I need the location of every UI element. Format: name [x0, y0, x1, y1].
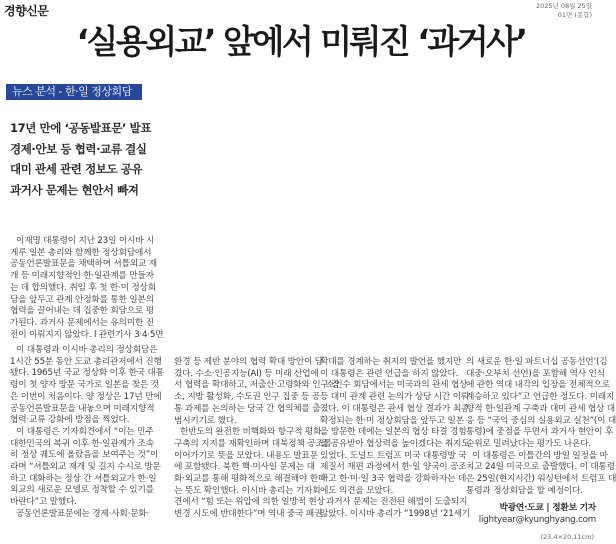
text-line: 계승하고 있다”고 언급한 정도다. 미래지: [466, 392, 615, 403]
text-line: 가된다. 과거사 문제에서는 유의미한 진: [10, 317, 154, 328]
text-line: 이 대통령은 이틀간의 방일 일정을 마: [472, 450, 608, 461]
text-line: 겼다. 수소·인공지능(AI) 등 미래 산업에: [174, 368, 319, 379]
text-line: 구축의 지지를 재확인하며 대북정책 공조를: [174, 438, 332, 449]
text-line: 1시간 55분 동안 도쿄 총리관저에서 진행: [10, 356, 162, 367]
text-line: 바란다”고 말했다.: [10, 497, 77, 508]
text-line: 소인수 회담에서는 미국과의 관세 협상: [326, 380, 468, 391]
text-line: 히 정상 궤도에 올랐음을 보여주는 것”이: [10, 450, 159, 461]
article-column-1: [10, 345, 168, 521]
text-line: 게루 일본 총리와 함께한 정상회담에서: [10, 247, 152, 258]
text-line: 는 데 합의했다. 취임 후 첫 한·미 정상회: [10, 282, 156, 293]
text-line: 소, 지방 활성화, 수도권 인구 집중 등 공: [174, 392, 320, 403]
text-line: 이어가기로 뜻을 모았다. 내용도 발표문: [174, 450, 318, 461]
text-line: 의 새로운 한·일 파트너십 공동선언’(김: [466, 357, 608, 367]
size-footnote: (23.4×20.11cm): [540, 533, 594, 541]
text-line: 향적 한·일관계 구축과 대미 관세 협상 대: [466, 403, 616, 414]
text-line: 화·외교를 통해 평화적으로 해결해야 한다: [174, 474, 327, 485]
article-column-3: [320, 357, 470, 521]
text-line: 은 이번이 처음이다. 양 정상은 17년 만에: [10, 391, 162, 402]
text-line: 라며 “셔틀외교 재개 및 길지 수시로 방문: [10, 462, 161, 473]
text-line: 하고 한·미·일 3국 협력을 강화하자는 데: [320, 474, 467, 485]
subheadline: 과거사 문제는 현안서 빠져: [10, 182, 139, 197]
date: 2025년 08월 25일: [535, 2, 592, 10]
text-line: 변경 시도에 반대한다”며 역내 중국 패권: [174, 509, 323, 520]
text-line: 대한민국의 복귀 이후 한·일관계가 조속: [10, 438, 154, 449]
text-line: 확정되는 한·미 정상회담을 앞두고 일본: [320, 415, 464, 426]
text-line: 을 방문한 데에는 일본의 협상 타결 경험: [320, 427, 467, 438]
byline: 박광연·도쿄 | 정환보 기자: [499, 503, 596, 514]
text-line: 에 관한 역대 내각의 입장을 전체적으로: [466, 380, 610, 391]
subheadline: 대미 관세 관련 정보도 공유: [10, 162, 143, 176]
headline: ‘실용외교’ 앞에서 미뤄진 ‘과거사’: [76, 22, 526, 61]
text-line: 이 대통령과 이시바 총리의 정상회담은: [16, 345, 158, 355]
article-column-4: [466, 357, 616, 527]
masthead: 경향신문: [4, 4, 49, 18]
text-line: 통령)에 중점을 두면서 과거사 현안이 후: [466, 427, 614, 438]
article-column-2: [174, 357, 340, 521]
text-line: 순위로 밀려났다는 평가도 나온다.: [466, 438, 591, 449]
text-line: 통 과제를 논의하는 당국 간 협의체를 출: [174, 403, 321, 414]
text-line: 등 대미 관계 관련 논의가 상당 시간 이뤄: [320, 392, 470, 403]
text-line: 이 대통령은 관련 언급을 하지 않았다.: [320, 368, 459, 379]
text-line: 공동언론발표문을 채택하며 셔틀외교 재: [10, 259, 157, 270]
text-line: 견에서 “힘 또는 위압에 의한 일방적 현상: [174, 497, 325, 508]
subheadline: 17년 만에 ‘공동발표문’ 발표: [10, 121, 152, 135]
text-line: 통령과 정상회담을 할 예정이다.: [466, 485, 583, 496]
text-line: 대중·오부치 선언)을 포함해 역사 인식: [466, 368, 605, 379]
text-line: 이재명 대통령이 지난 23일 이시바 시: [16, 236, 155, 246]
text-line: 이 대통령은 기자회견에서 “이는 민주: [16, 426, 154, 437]
text-line: 담을 앞두고 관계 안정화를 통한 일본의: [10, 294, 154, 305]
text-line: 에도 의견을 모았다.: [320, 485, 394, 496]
text-line: 응 등 “국익 중심의 실용외교 실천”(이 대: [466, 415, 616, 426]
text-line: 과거사 문제는 진전된 해법이 도출되지: [326, 497, 468, 508]
text-line: 됐다. 1965년 국교 정상화 이후 한국 대통: [10, 368, 164, 379]
text-line: 는 뜻도 확인했다. 이시바 총리는 기자회: [174, 485, 321, 496]
subheadline: 경제·안보 등 협력·교류 결실: [10, 141, 147, 156]
text-line: 협력을 끌어내는 데 집중한 회담으로 평: [10, 306, 154, 317]
text-line: 확대를 경계하는 취지의 발언을 했지만: [320, 357, 462, 367]
text-line: 공동언론발표문을 내놓으며 미래지향적: [10, 403, 155, 414]
text-line: 외교의 새로운 모델로 정착할 수 있기를: [10, 485, 154, 496]
text-line: 치고 24일 미국으로 출발했다. 이 대통령: [466, 462, 615, 473]
text-line: 은 25일(현지시간) 워싱턴에서 트럼프 대: [466, 474, 616, 485]
text-line: 을 공유받아 협상력을 높이겠다는 취지도: [320, 438, 470, 449]
text-line: 하고 대화하는 정상 간 셔틀외교가 한·일: [10, 473, 157, 484]
section-label: 뉴스 분석 - 한·일 정상회담: [6, 84, 142, 100]
text-line: 한반도의 완전한 비핵화와 항구적 평화: [180, 427, 322, 438]
subheadlines: [10, 118, 310, 200]
text-line: 졌다. 이 대통령은 관세 협상 결과가 최종: [320, 403, 470, 414]
email: lightyear@kyunghyang.com: [478, 515, 596, 526]
text-line: 전이 이뤄지지 않았다. l 관련기사 3·4·5면: [10, 329, 164, 340]
text-line: 개 등 미래지향적인 한·일관계를 만들자: [10, 271, 154, 282]
text-line: 령이 첫 양자 방문 국가로 일본을 찾은 것: [10, 380, 160, 391]
text-line: 제질서 재편 과정에서 한·일 양국이 공조: [320, 462, 467, 473]
text-line: 공동언론발표문에는 경제·사회·문화·: [16, 508, 150, 519]
text-line: 않았다. 이시바 총리가 “1998년 ‘21세기: [320, 509, 470, 520]
text-line: 범시키기로 했다.: [174, 415, 237, 426]
text-line: 환경 등 제반 분야의 협력 확대 방안이 담: [174, 357, 324, 367]
article-lead: [10, 236, 168, 341]
text-line: 있었다. 도널드 트럼프 미국 대통령발 국: [320, 450, 467, 461]
text-line: 에 포함됐다. 북한 핵·미사일 문제는 대: [174, 462, 315, 473]
text-line: 협력·교류 강화에 방점을 찍었다.: [10, 415, 130, 426]
text-line: 서 협력을 확대하고, 저출산·고령화와 인구 감: [174, 380, 340, 391]
page-number: 01면 (종합): [557, 11, 592, 19]
